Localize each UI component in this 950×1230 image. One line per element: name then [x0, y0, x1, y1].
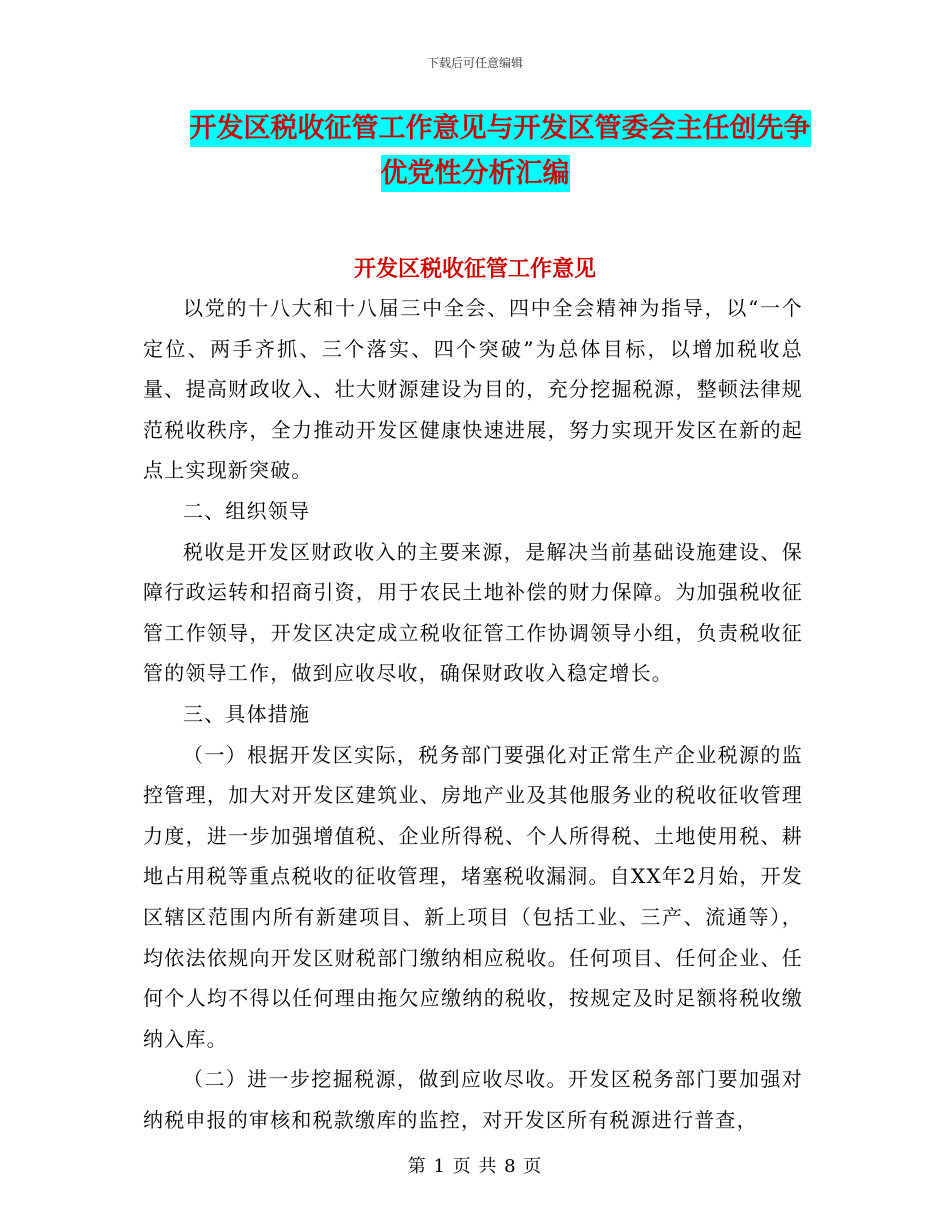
section-title: 开发区税收征管工作意见 — [353, 256, 596, 282]
title-highlight-2: 优党性分析汇编 — [381, 155, 570, 192]
paragraph-intro: 以党的十八大和十八届三中全会、四中全会精神为指导，以“一个定位、两手齐抓、三个落实、四个突破”为总体目标，以增加税收总量、提高财政收入、壮大财源建设为目的，充分挖掘税源，整顿法律规范税收秩序，全力推动开发区健康快速进展，努力实现开发区在新的起点上实现新突破。 — [143, 296, 803, 483]
heading-measures: 三、具体措施 — [183, 701, 311, 726]
paragraph-measure-1: （一）根据开发区实际，税务部门要强化对正常生产企业税源的监控管理，加大对开发区建筑业、房地产业及其他服务业的税收征收管理力度，进一步加强增值税、企业所得税、个人所得税、土地使用税、耕地占用税等重点税收的征收管理，堵塞税收漏洞。自XX年2月始，开发区辖区范围内所有新建项目、新上项目（包括工业、三产、流通等），均依法依规向开发区财税部门缴纳相应税收。任何项目、任何企业、任何个人均不得以任何理由拖欠应缴纳的税收，按规定及时足额将税收缴纳入库。 — [143, 742, 803, 1051]
document-title-line-1 — [25, 115, 950, 142]
header-note: 下载后可任意编辑 — [426, 56, 523, 70]
paragraph-measure-2: （二）进一步挖掘税源，做到应收尽收。开发区税务部门要加强对纳税申报的审核和税款缴库的监控，对开发区所有税源进行普查， — [143, 1067, 803, 1132]
title-highlight-1: 开发区税收征管工作意见与开发区管委会主任创先争 — [190, 110, 811, 147]
document-title-line-2 — [0, 160, 950, 187]
page-number-footer: 第 1 页 共 8 页 — [407, 1156, 543, 1177]
document-body — [143, 288, 803, 1140]
paragraph-organization: 税收是开发区财政收入的主要来源，是解决当前基础设施建设、保障行政运转和招商引资，用于农民土地补偿的财力保障。为加强税收征管工作领导，开发区决定成立税收征管工作协调领导小组，负责税收征管的领导工作，做到应收尽收，确保财政收入稳定增长。 — [143, 539, 803, 686]
heading-organization: 二、组织领导 — [183, 498, 311, 523]
